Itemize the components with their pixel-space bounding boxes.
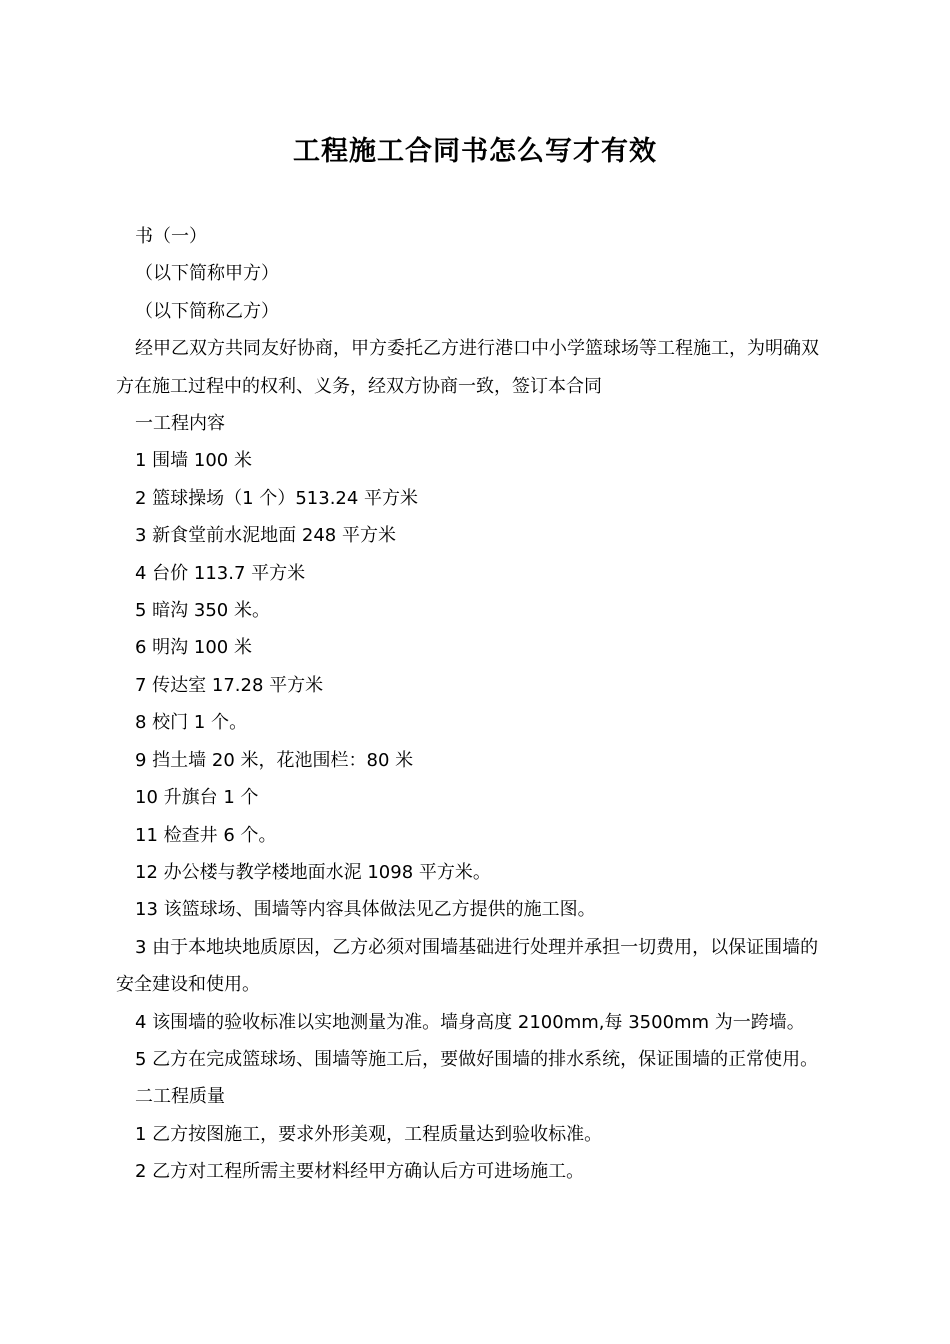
list-item: 4 台价 113.7 平方米	[135, 562, 306, 584]
list-item: 11 检查井 6 个。	[135, 824, 277, 846]
section-heading: 一工程内容	[135, 413, 225, 435]
list-item: 1 围墙 100 米	[135, 450, 252, 472]
list-item: 8 校门 1 个。	[135, 712, 248, 734]
document-body	[116, 218, 836, 1191]
list-item: 7 传达室 17.28 平方米	[135, 674, 324, 696]
preamble-paragraph: 经甲乙双方共同友好协商，甲方委托乙方进行港口中小学篮球场等工程施工，为明确双方在施工过程中的权利、义务，经双方协商一致，签订本合同	[116, 338, 819, 397]
list-item: 2 乙方对工程所需主要材料经甲方确认后方可进场施工。	[135, 1161, 585, 1183]
list-item: 4 该围墙的验收标准以实地测量为准。墙身高度 2100mm,每 3500mm 为一跨墙。	[135, 1011, 805, 1033]
party-b-line: （以下简称乙方）	[135, 300, 279, 322]
list-item: 10 升旗台 1 个	[135, 787, 259, 809]
list-item: 5 乙方在完成篮球场、围墙等施工后，要做好围墙的排水系统，保证围墙的正常使用。	[135, 1048, 819, 1070]
list-item: 2 篮球操场（1 个）513.24 平方米	[135, 487, 419, 509]
list-item: 5 暗沟 350 米。	[135, 600, 270, 622]
document-title: 工程施工合同书怎么写才有效	[293, 136, 657, 167]
list-item: 6 明沟 100 米	[135, 637, 252, 659]
list-item: 13 该篮球场、围墙等内容具体做法见乙方提供的施工图。	[135, 899, 596, 921]
party-a-line: （以下简称甲方）	[135, 263, 279, 285]
list-item: 9 挡土墙 20 米，花池围栏：80 米	[135, 749, 414, 771]
list-item: 3 新食堂前水泥地面 248 平方米	[135, 525, 396, 547]
section-heading: 书（一）	[135, 226, 207, 247]
list-item: 3 由于本地块地质原因，乙方必须对围墙基础进行处理并承担一切费用，以保证围墙的安全建设和使用。	[116, 936, 819, 996]
list-item: 1 乙方按图施工，要求外形美观，工程质量达到验收标准。	[135, 1123, 603, 1145]
section-heading: 二工程质量	[135, 1086, 225, 1108]
list-item: 12 办公楼与教学楼地面水泥 1098 平方米。	[135, 861, 491, 883]
